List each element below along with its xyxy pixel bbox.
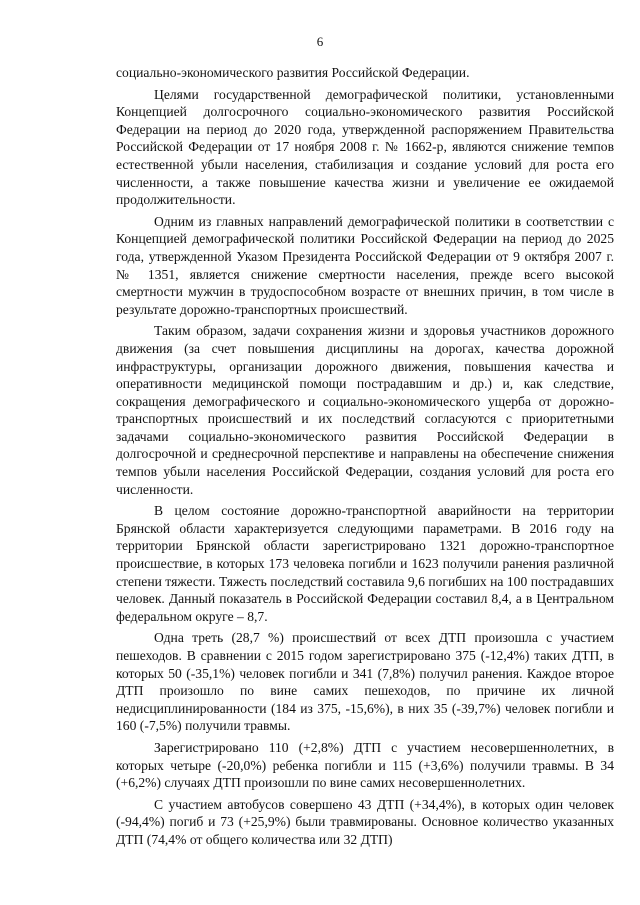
paragraph-road-safety-tasks: Таким образом, задачи сохранения жизни и здоровья участников дорожного движения (за счет повышения дисциплины на дорогах, качества дорожной инфраструктуры, организации дорожного движения, повышения качества и оперативности медицинской помощи пострадавшим и др.) и, как следствие, сокращения демографического и социально-экономического ущерба от дорожно-транспортных происшествий и их последствий согласуются с приоритетными задачами социально-экономического развития Российской Федерации в долгосрочной и среднесрочной перспективе и направлены на обеспечение снижения темпов убыли населения Российской Федерации, создания условий для роста его численности. [116, 323, 614, 497]
paragraph-minors-stats: Зарегистрировано 110 (+2,8%) ДТП с участием несовершеннолетних, в которых четыре (-20,0%) ребенка погибли и 115 (+3,6%) получили травмы. В 34 (+6,2%) случаях ДТП произошли по вине самих несовершеннолетних. [116, 739, 614, 791]
paragraph-demographic-goals: Целями государственной демографической политики, установленными Концепцией долгосрочного социально-экономического развития Российской Федерации на период до 2020 года, утвержденной распоряжением Правительства Российской Федерации от 17 ноября 2008 г. № 1662-р, являются снижение темпов естественной убыли населения, стабилизация и создание условий для роста его численности, а также повышение качества жизни и увеличение ее ожидаемой продолжительности. [116, 86, 614, 208]
paragraph-mortality-reduction: Одним из главных направлений демографической политики в соответствии с Концепцией демографической политики Российской Федерации на период до 2025 года, утвержденной Указом Президента Российской Федерации от 9 октября 2007 г. № 1351, является снижение смертности населения, прежде всего высокой смертности мужчин в трудоспособном возрасте от внешних причин, в том числе в результате дорожно-транспортных происшествий. [116, 213, 614, 317]
paragraph-pedestrian-stats: Одна треть (28,7 %) происшествий от всех ДТП произошла с участием пешеходов. В сравнении с 2015 годом зарегистрировано 375 (-12,4%) таких ДТП, в которых 50 (-35,1%) человек погибли и 341 (7,8%) получил ранения. Каждое второе ДТП произошло по вине самих пешеходов, по причине их личной недисциплинированности (184 из 375, -15,6%), в них 35 (-39,7%) человек погибли и 160 (-7,5%) получили травмы. [116, 630, 614, 734]
paragraph-continuation: социально-экономического развития Российской Федерации. [116, 65, 470, 80]
page-number: 6 [316, 34, 324, 49]
paragraph-bryansk-accident-stats: В целом состояние дорожно-транспортной аварийности на территории Брянской области характеризуется следующими параметрами. В 2016 году на территории Брянской области зарегистрировано 1321 дорожно-транспортное происшествие, в которых 173 человека погибли и 1623 получили ранения различной степени тяжести. Тяжесть последствий составила 9,6 погибших на 100 пострадавших человек. Данный показатель в Российской Федерации составил 8,4, а в Центральном федеральном округе – 8,7. [116, 503, 614, 624]
paragraph-bus-stats: С участием автобусов совершено 43 ДТП (+34,4%), в которых один человек (-94,4%) погиб и 73 (+25,9%) были травмированы. Основное количество указанных ДТП (74,4% от общего количества или 32 ДТП) [116, 796, 614, 847]
document-body [116, 64, 614, 849]
